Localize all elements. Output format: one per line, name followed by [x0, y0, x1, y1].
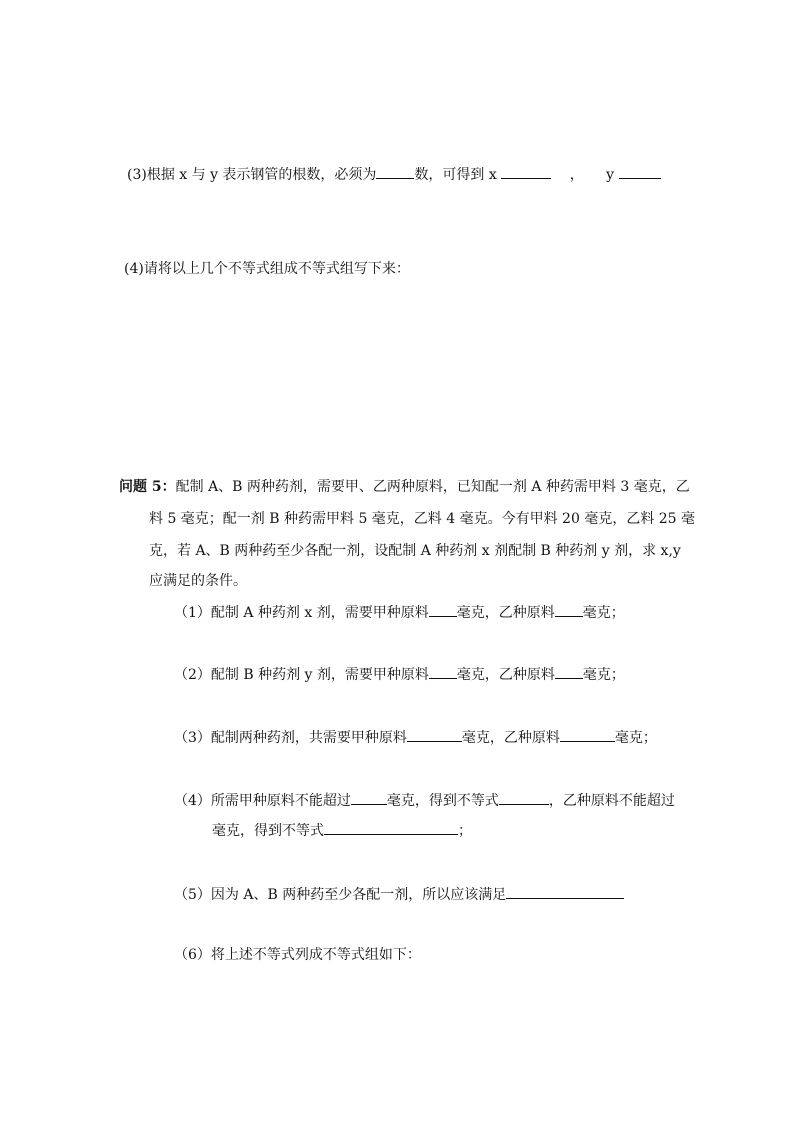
item-4-text-b: 毫克，得到不等式 [386, 793, 499, 809]
q3-text-2: 数，可得到 x [414, 167, 497, 183]
item-2-blank-jia[interactable] [429, 664, 457, 679]
p5-item-3 [174, 727, 657, 748]
q3-blank-type[interactable] [376, 164, 414, 179]
item-4-text-d: 毫克，得到不等式 [212, 823, 324, 839]
problem-5-text-4: 应满足的条件。 [149, 573, 247, 589]
q3-text-4: y [606, 167, 615, 183]
item-3-text-a: （3）配制两种药剂，共需要甲种原料 [174, 730, 407, 746]
p5-item-5 [174, 884, 624, 905]
p5-item-4 [174, 790, 675, 811]
item-2-text-a: （2）配制 B 种药剂 y 剂，需要甲种原料 [174, 667, 429, 683]
p5-item-1 [174, 602, 625, 623]
question-4 [124, 259, 410, 279]
problem-5-line-4 [149, 571, 247, 591]
item-1-text-b: 毫克，乙种原料 [456, 605, 555, 621]
item-5-text-a: （5）因为 A、B 两种药至少各配一剂，所以应该满足 [174, 887, 507, 903]
problem-5-text-2: 料 5 毫克；配一剂 B 种药需甲料 5 毫克，乙料 4 毫克。今有甲料 20 毫克，乙料 25 毫 [149, 511, 696, 527]
item-4-text-c: ，乙种原料不能超过 [548, 793, 675, 809]
q3-text-3: ， [569, 167, 584, 183]
item-5-blank[interactable] [506, 884, 624, 899]
problem-5-text-3: 克，若 A、B 两种药至少各配一剂，设配制 A 种药剂 x 剂配制 B 种药剂 y 剂，求 x,y [149, 543, 681, 559]
item-3-text-c: 毫克； [614, 730, 657, 746]
item-1-blank-yi[interactable] [555, 602, 583, 617]
q3-blank-x[interactable] [501, 164, 551, 179]
problem-5-line-2 [149, 509, 695, 529]
p5-item-4-cont [212, 820, 472, 841]
item-1-blank-jia[interactable] [429, 602, 457, 617]
item-6-text-a: （6）将上述不等式列成不等式组如下： [174, 947, 421, 963]
item-4-text-e: ； [458, 823, 472, 839]
problem-5-label: 问题 5： [119, 479, 176, 495]
p5-item-6 [174, 945, 421, 965]
item-4-blank-inequality-2[interactable] [324, 820, 458, 835]
q3-blank-y[interactable] [619, 164, 661, 179]
p5-item-2 [174, 664, 625, 685]
item-1-text-a: （1）配制 A 种药剂 x 剂，需要甲种原料 [174, 605, 429, 621]
problem-5-text-1: 配制 A、B 两种药剂，需要甲、乙两种原料，已知配一剂 A 种药需甲料 3 毫克，乙 [175, 479, 690, 495]
item-2-blank-yi[interactable] [555, 664, 583, 679]
item-4-text-a: （4）所需甲种原料不能超过 [174, 793, 351, 809]
item-3-blank-jia[interactable] [407, 727, 462, 742]
item-3-text-b: 毫克，乙种原料 [461, 730, 560, 746]
question-3 [127, 164, 661, 185]
q4-text: (4)请将以上几个不等式组成不等式组写下来： [124, 261, 410, 277]
problem-5-line-1 [119, 477, 690, 497]
item-3-blank-yi[interactable] [560, 727, 615, 742]
q3-text-1: (3)根据 x 与 y 表示钢管的根数，必须为 [127, 167, 377, 183]
item-2-text-c: 毫克； [582, 667, 625, 683]
problem-5-line-3 [149, 541, 681, 561]
item-4-blank-jia-limit[interactable] [351, 790, 387, 805]
item-1-text-c: 毫克； [582, 605, 625, 621]
item-4-blank-inequality-1[interactable] [499, 790, 549, 805]
item-2-text-b: 毫克，乙种原料 [456, 667, 555, 683]
